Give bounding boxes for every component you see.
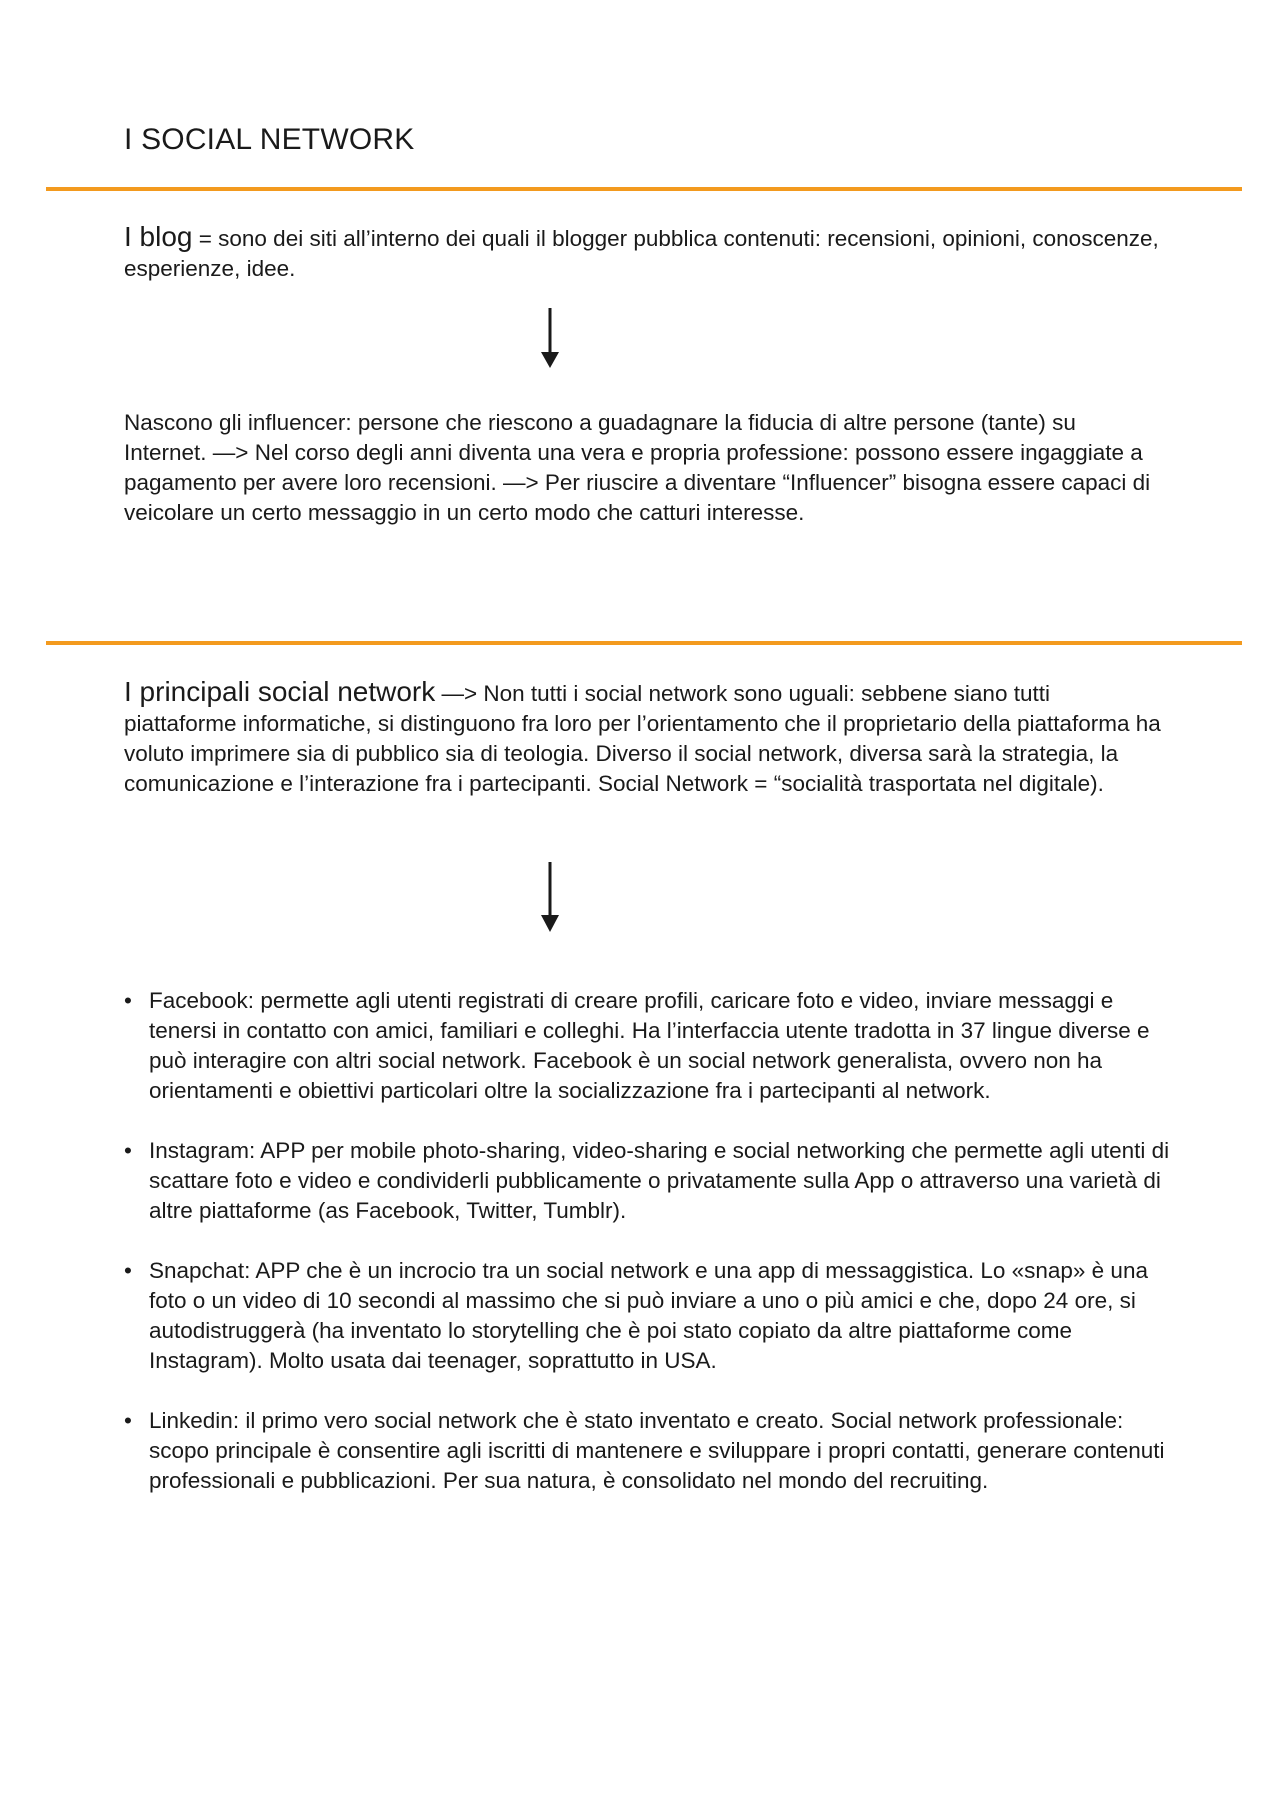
list-item-snapchat bbox=[124, 1256, 1184, 1376]
bullet-icon: • bbox=[124, 1138, 132, 1163]
list-item-text: Linkedin: il primo vero social network che è stato inventato e creato. Social network professionale: scopo principale è consentire agli iscritti di mantenere e sviluppare i propri contatti, generare contenuti professionali e pubblicazioni. Per sua natura, è consolidato nel mondo del recruiting. bbox=[149, 1408, 1165, 1493]
list-item-instagram bbox=[124, 1136, 1184, 1226]
blog-lead: I blog bbox=[124, 221, 193, 252]
influencer-paragraph: Nascono gli influencer: persone che riescono a guadagnare la fiducia di altre persone (tante) su Internet. —> Nel corso degli anni diventa una vera e propria professione: possono essere ingaggiate a pagamento per avere loro recensioni. —> Per riuscire a diventare “Influencer” bisogna essere capaci di veicolare un certo messaggio in un certo modo che catturi interesse. bbox=[124, 410, 1151, 525]
list-item-text: Snapchat: APP che è un incrocio tra un social network e una app di messaggistica. Lo «snap» è una foto o un video di 10 secondi al massimo che si può inviare a uno o più amici e che, dopo 24 ore, si autodistruggerà (ha inventato lo storytelling che è poi stato copiato da altre piattaforme come Instagram). Molto usata dai teenager, soprattutto in USA. bbox=[149, 1258, 1148, 1373]
bullet-icon: • bbox=[124, 1258, 132, 1283]
page-title: I SOCIAL NETWORK bbox=[124, 123, 415, 156]
bullet-icon: • bbox=[124, 988, 132, 1013]
section-divider bbox=[46, 187, 1242, 191]
blog-paragraph bbox=[124, 222, 1164, 284]
social-network-list bbox=[124, 986, 1184, 1526]
down-arrow-icon bbox=[541, 308, 559, 368]
principali-lead: I principali social network bbox=[124, 676, 436, 707]
list-item-text: Facebook: permette agli utenti registrati di creare profili, caricare foto e video, inviare messaggi e tenersi in contatto con amici, familiari e colleghi. Ha l’interfaccia utente tradotta in 37 lingue diverse e può interagire con altri social network. Facebook è un social network generalista, ovvero non ha orientamenti e obiettivi particolari oltre la socializzazione fra i partecipanti al network. bbox=[149, 988, 1150, 1103]
section-divider bbox=[46, 641, 1242, 645]
principali-text: —> Non tutti i social network sono uguali: sebbene siano tutti piattaforme informatiche, si distinguono fra loro per l’orientamento che il proprietario della piattaforma ha voluto imprimere sia di pubblico sia di teologia. Diverso il social network, diversa sarà la strategia, la comunicazione e l’interazione fra i partecipanti. Social Network = “socialità trasportata nel digitale). bbox=[124, 681, 1161, 796]
bullet-icon: • bbox=[124, 1408, 132, 1433]
list-item-facebook bbox=[124, 986, 1184, 1106]
principali-paragraph bbox=[124, 677, 1164, 799]
blog-text: = sono dei siti all’interno dei quali il blogger pubblica contenuti: recensioni, opinioni, conoscenze, esperienze, idee. bbox=[124, 226, 1159, 281]
down-arrow-icon bbox=[541, 862, 559, 932]
list-item-text: Instagram: APP per mobile photo-sharing, video-sharing e social networking che permette agli utenti di scattare foto e video e condividerli pubblicamente o privatamente sulla App o attraverso una varietà di altre piattaforme (as Facebook, Twitter, Tumblr). bbox=[149, 1138, 1170, 1223]
list-item-linkedin bbox=[124, 1406, 1184, 1496]
